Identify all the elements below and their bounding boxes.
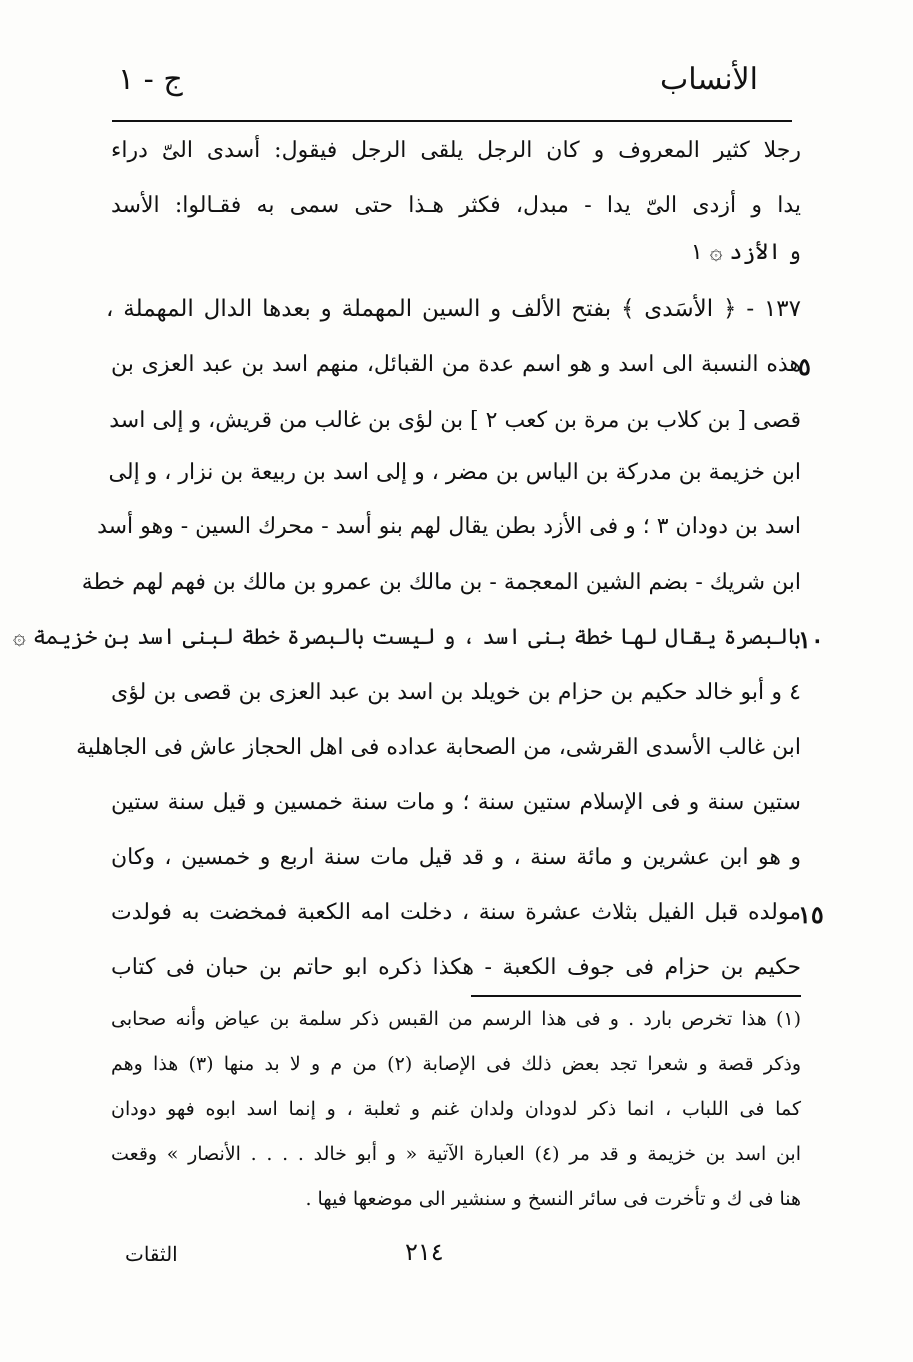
body-line: قصى [ بن كلاب بن مرة بن كعب ٢ ] بن لؤى بن غالب من قريش، و إلى اسد	[109, 408, 801, 433]
line-number: ١٠	[798, 625, 824, 654]
footnote-line: ابن اسد بن خزيمة و قد مر (٤) العبارة الآتية « و أبو خالد . . . . الأنصار » وقعت	[111, 1143, 801, 1165]
page-number: ٢١٤	[405, 1238, 444, 1266]
body-line: ابن خزيمة بن مدركة بن الياس بن مضر ، و إلى اسد بن ربيعة بن نزار ، و إلى	[108, 460, 801, 485]
footnote-divider	[471, 995, 801, 997]
body-line: ٤ و أبو خالد حكيم بن حزام بن خويلد بن اسد بن عبد العزى بن قصى بن لؤى	[111, 680, 801, 705]
body-line: مولده قبل الفيل بثلاث عشرة سنة ، دخلت امه الكعبة فمخضت به فولدت	[111, 900, 801, 925]
footnote-line: (١) هذا تخرص بارد . و فى هذا الرسم من القبس ذكر سلمة بن عياض وأنه صحابى	[111, 1008, 801, 1030]
body-line: هذه النسبة الى اسد و هو اسم عدة من القبائل، منهم اسد بن عبد العزى بن	[111, 352, 801, 377]
entry-heading-line: ١٣٧ - ﴿ الأسَدى ﴾ بفتح الألف و السين المهملة و بعدها الدال المهملة ،	[106, 296, 801, 322]
footnote-line: هنا فى ك و تأخرت فى سائر النسخ و سنشير الى موضعها فيها .	[305, 1188, 801, 1210]
body-line: ابن غالب الأسدى القرشى، من الصحابة عداده فى اهل الحجاز عاش فى الجاهلية	[76, 735, 801, 760]
body-line: رجلا كثير المعروف و كان الرجل يلقى الرجل فيقول: أسدى الىّ دراء	[111, 138, 801, 163]
header-divider	[112, 120, 792, 122]
running-header-volume: ج - ١	[118, 62, 183, 97]
body-line: يدا و أزدى الىّ يدا - مبدل، فكثر هـذا حتى سمى به فقـالوا: الأسد	[111, 193, 801, 218]
body-line: ابن شريك - بضم الشين المعجمة - بن مالك بن عمرو بن مالك بن فهم لهم خطة	[81, 570, 801, 595]
body-line: و هو ابن عشرين و مائة سنة ، و قد قيل مات سنة اربع و خمسين ، وكان	[111, 845, 801, 870]
line-number: ١٥	[798, 900, 824, 929]
body-line: حكيم بن حزام فى جوف الكعبة - هكذا ذكره ابو حاتم بن حبان فى كتاب	[111, 955, 801, 980]
body-line: ستين سنة و فى الإسلام ستين سنة ؛ و مات سنة خمسين و قيل سنة ستين	[111, 790, 801, 815]
body-line: اسد بن دودان ٣ ؛ و فى الأزد بطن يقال لهم بنو أسد - محرك السين - وهو أسد	[97, 514, 801, 539]
footer-signature-mark: الثقات	[125, 1242, 178, 1266]
body-line: بالبصرة يقال لها خطة بنى اسد ، و ليست بالبصرة خطة لبنى اسد بن خزيمة ۞	[12, 625, 801, 650]
footnote-line: كما فى اللباب ، انما ذكر لدودان ولدان غنم و ثعلبة ، و إنما اسد ابوه فهو دودان	[111, 1098, 801, 1120]
body-line: و الأزد ۞ ١	[690, 240, 801, 265]
footnote-line: وذكر قصة و شعرا تجد بعض ذلك فى الإصابة (٢) من م و لا بد منها (٣) هذا وهم	[111, 1053, 801, 1075]
running-header-title: الأنساب	[660, 62, 758, 97]
line-number: ٥	[798, 352, 811, 381]
